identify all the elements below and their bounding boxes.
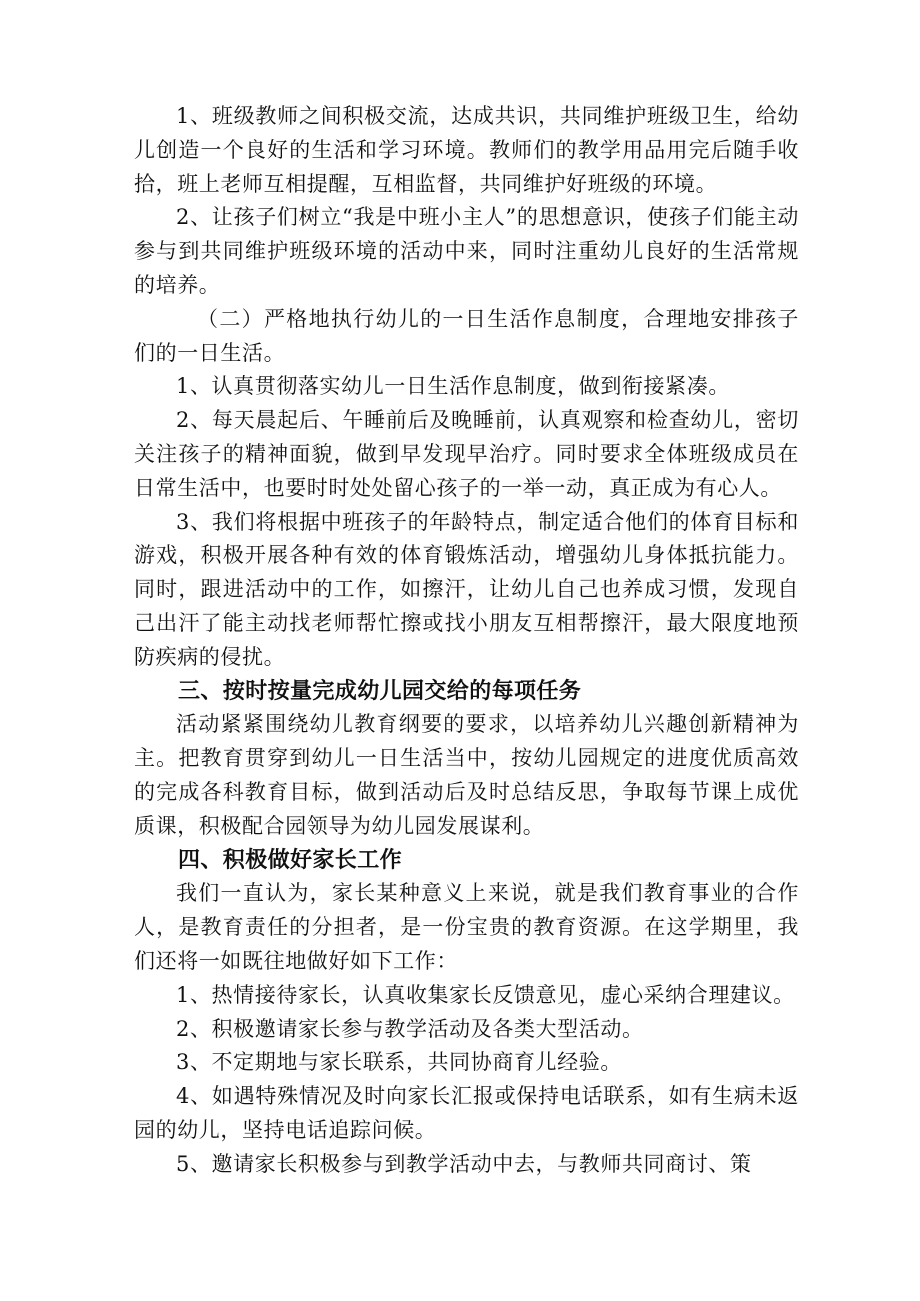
paragraph-parents-item-3: 3、不定期地与家长联系，共同协商育儿经验。 (176, 1050, 622, 1075)
paragraph-parents-item-2: 2、积极邀请家长参与教学活动及各类大型活动。 (176, 1016, 644, 1041)
paragraph-physical-activity: 3、我们将根据中班孩子的年龄特点，制定适合他们的体育目标和游戏，积极开展各种有效的体育锻炼活动，增强幼儿身体抵抗能力。同时，跟进活动中的工作，如擦汗，让幼儿自己也养成习惯，发现自己出汗了能主动找老师帮忙擦或找小朋友互相帮擦汗，最大限度地预防疾病的侵扰。 (134, 509, 799, 669)
section-heading-tasks: 三、按时按量完成幼儿园交给的每项任务 (178, 678, 582, 704)
section-heading-parents: 四、积极做好家长工作 (178, 847, 403, 873)
paragraph-parents-item-4: 4、如遇特殊情况及时向家长汇报或保持电话联系，如有生病未返园的幼儿，坚持电话追踪问候。 (134, 1084, 799, 1142)
paragraph-health-check: 2、每天晨起后、午睡前后及晚睡前，认真观察和检查幼儿，密切关注孩子的精神面貌，做到早发现早治疗。同时要求全体班级成员在日常生活中，也要时时处处留心孩子的一举一动，真正成为有心人。 (134, 408, 799, 500)
paragraph-parents-item-1: 1、热情接待家长，认真收集家长反馈意见，虚心采纳合理建议。 (176, 982, 795, 1007)
subsection-heading-daily-schedule: （二）严格地执行幼儿的一日生活作息制度，合理地安排孩子们的一日生活。 (134, 306, 799, 365)
paragraph-parents-intro: 我们一直认为，家长某种意义上来说，就是我们教育事业的合作人，是教育责任的分担者，是一份宝贵的教育资源。在这学期里，我们还将一如既往地做好如下工作： (134, 881, 799, 973)
document-body (134, 100, 799, 1182)
paragraph-hygiene-cooperation: 1、班级教师之间积极交流，达成共识，共同维护班级卫生，给幼儿创造一个良好的生活和学习环境。教师们的教学用品用完后随手收拾，班上老师互相提醒，互相监督，共同维护好班级的环境。 (134, 104, 799, 196)
paragraph-little-host-awareness: 2、让孩子们树立“我是中班小主人”的思想意识，使孩子们能主动参与到共同维护班级环境的活动中来，同时注重幼儿良好的生活常规的培养。 (134, 205, 799, 297)
paragraph-parents-item-5: 5、邀请家长积极参与到教学活动中去，与教师共同商讨、策 (176, 1151, 752, 1176)
paragraph-education-goals: 活动紧紧围绕幼儿教育纲要的要求，以培养幼儿兴趣创新精神为主。把教育贯穿到幼儿一日生活当中，按幼儿园规定的进度优质高效的完成各科教育目标，做到活动后及时总结反思，争取每节课上成优质课，积极配合园领导为幼儿园发展谋利。 (134, 712, 799, 838)
paragraph-schedule-implementation: 1、认真贯彻落实幼儿一日生活作息制度，做到衔接紧凑。 (176, 374, 730, 399)
